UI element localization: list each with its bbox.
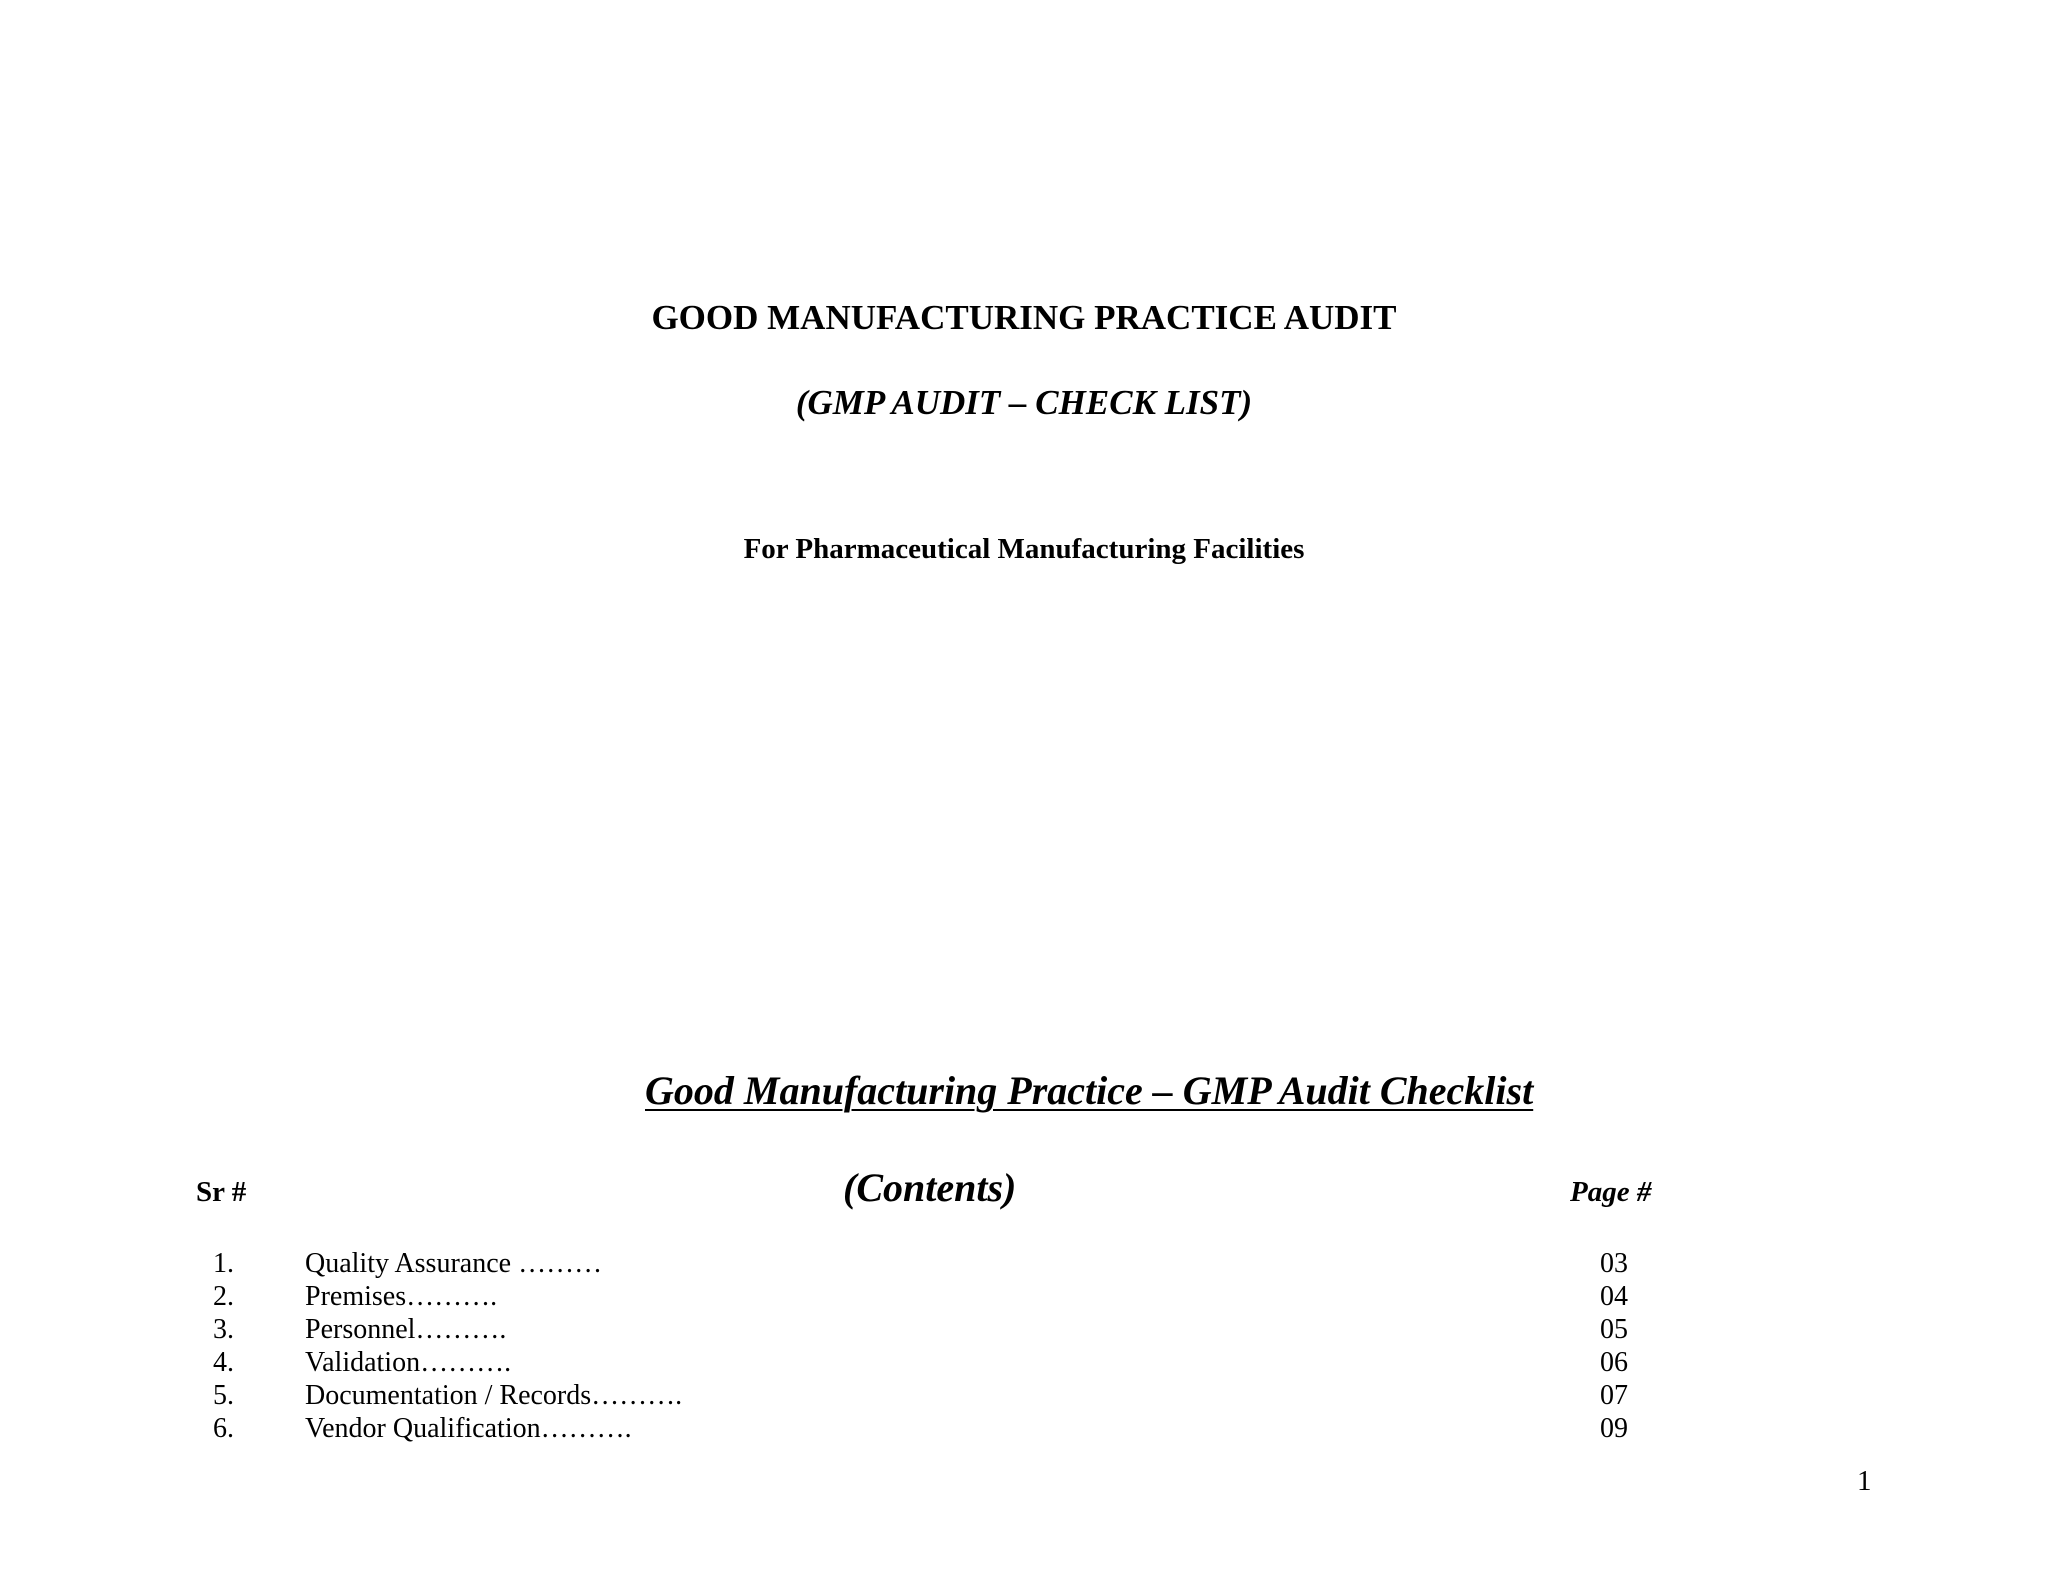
toc-page: 03 [1600,1248,1628,1279]
table-of-contents [0,1248,2048,1446]
sr-column-header: Sr # [196,1176,247,1208]
toc-label: Personnel………. [305,1314,507,1345]
contents-title: (Contents) [843,1165,1017,1210]
document-title: GOOD MANUFACTURING PRACTICE AUDIT [651,298,1397,337]
toc-label: Vendor Qualification………. [305,1413,632,1444]
document-scope: For Pharmaceutical Manufacturing Facilities [743,533,1305,565]
page-column-header: Page # [1570,1176,1652,1208]
toc-row-validation[interactable] [0,1347,2048,1380]
page-number: 1 [1857,1465,1872,1497]
toc-page: 07 [1600,1380,1628,1411]
toc-number: 2. [213,1281,234,1312]
toc-row-premises[interactable] [0,1281,2048,1314]
toc-label: Quality Assurance ……… [305,1248,603,1279]
toc-row-documentation-records[interactable] [0,1380,2048,1413]
toc-number: 1. [213,1248,234,1279]
toc-page: 06 [1600,1347,1628,1378]
toc-number: 4. [213,1347,234,1378]
toc-number: 5. [213,1380,234,1411]
toc-row-quality-assurance[interactable] [0,1248,2048,1281]
toc-row-personnel[interactable] [0,1314,2048,1347]
toc-page: 09 [1600,1413,1628,1444]
toc-label: Validation………. [305,1347,512,1378]
toc-row-vendor-qualification[interactable] [0,1413,2048,1446]
toc-label: Premises………. [305,1281,498,1312]
toc-label: Documentation / Records………. [305,1380,683,1411]
toc-page: 04 [1600,1281,1628,1312]
toc-number: 6. [213,1413,234,1444]
toc-page: 05 [1600,1314,1628,1345]
contents-heading: Good Manufacturing Practice – GMP Audit Checklist [645,1068,1534,1113]
document-subtitle: (GMP AUDIT – CHECK LIST) [795,383,1253,422]
toc-number: 3. [213,1314,234,1345]
